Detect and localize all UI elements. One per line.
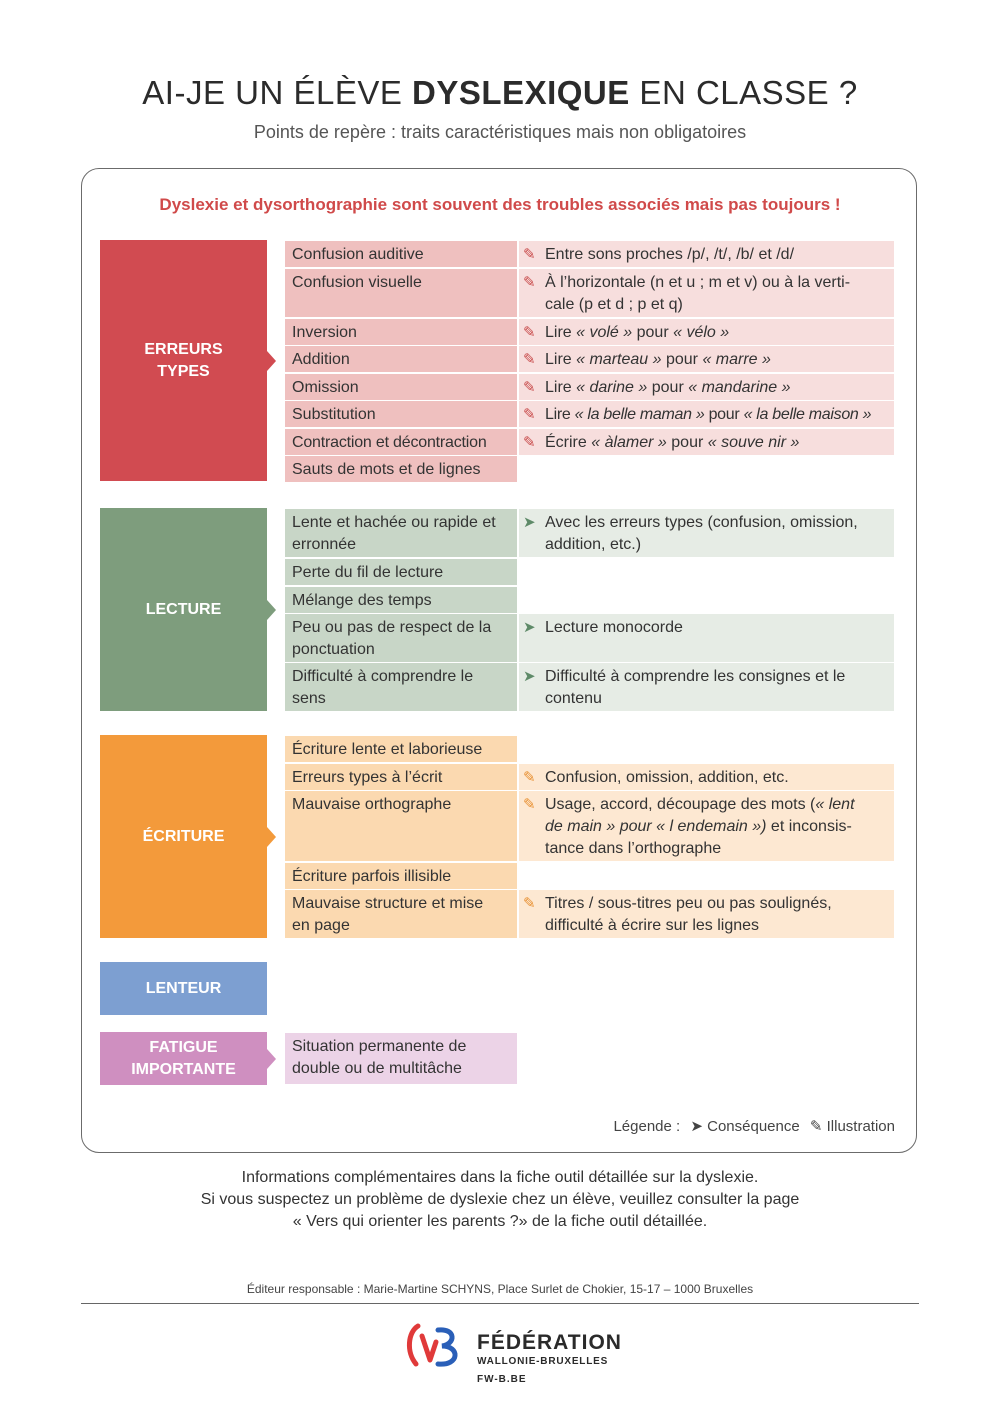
erreurs-row-label: Confusion visuelle (285, 269, 517, 317)
erreurs-row-label: Contraction et décontraction (285, 429, 517, 455)
lecture-row-detail: ➤ Difficulté à comprendre les consignes et le contenu (519, 663, 894, 711)
category-ecriture: ÉCRITURE (100, 735, 267, 938)
pencil-icon: ✎ (523, 769, 536, 786)
pencil-icon: ✎ (523, 324, 536, 341)
pencil-icon: ✎ (523, 796, 536, 813)
erreurs-row-detail: ✎ Entre sons proches /p/, /t/, /b/ et /d/ (519, 241, 894, 267)
fatigue-row-label: Situation permanente de double ou de multitâche (285, 1033, 517, 1084)
ecriture-row-detail: ✎ Titres / sous-titres peu ou pas soulignés, difficulté à écrire sur les lignes (519, 890, 894, 938)
logo-url: FW-B.BE (477, 1374, 527, 1385)
lecture-row-detail: ➤ Avec les erreurs types (confusion, omission, addition, etc.) (519, 509, 894, 557)
pencil-icon: ✎ (523, 246, 536, 263)
erreurs-row-detail: ✎ Lire « la belle maman » pour « la belle maison » (519, 401, 894, 427)
arrow-icon: ➤ (690, 1118, 703, 1135)
editor-line: Éditeur responsable : Marie-Martine SCHYNS, Place Surlet de Chokier, 15-17 – 1000 Bruxelles (246, 1282, 754, 1296)
lecture-row-label: Perte du fil de lecture (285, 559, 517, 585)
legend-label: Légende : (613, 1118, 681, 1135)
ecriture-row-detail: ✎ Confusion, omission, addition, etc. (519, 764, 894, 790)
category-erreurs-types: ERREURS TYPES (100, 240, 267, 481)
erreurs-row-detail: ✎ Lire « darine » pour « mandarine » (519, 374, 894, 400)
footer-divider (81, 1303, 919, 1304)
erreurs-row-detail: ✎ Lire « volé » pour « vélo » (519, 319, 894, 345)
legend-illustration: Illustration (826, 1118, 895, 1135)
logo-name: FÉDÉRATION (477, 1331, 622, 1354)
pencil-icon: ✎ (523, 379, 536, 396)
ecriture-row-label: Erreurs types à l’écrit (285, 764, 517, 790)
pencil-icon: ✎ (523, 406, 536, 423)
ecriture-row-label: Écriture parfois illisible (285, 863, 517, 889)
legend (613, 1117, 895, 1135)
erreurs-row-label: Inversion (285, 319, 517, 345)
category-lenteur: LENTEUR (100, 962, 267, 1015)
category-fatigue: FATIGUE IMPORTANTE (100, 1032, 267, 1085)
page-title: AI-JE UN ÉLÈVE DYSLEXIQUE EN CLASSE ? (142, 74, 858, 111)
page-subtitle: Points de repère : traits caractéristiques mais non obligatoires (253, 122, 747, 142)
arrow-icon: ➤ (523, 514, 536, 531)
pencil-icon: ✎ (809, 1118, 823, 1135)
erreurs-row-detail: ✎ Lire « marteau » pour « marre » (519, 346, 894, 372)
ecriture-row-label: Écriture lente et laborieuse (285, 736, 517, 762)
lecture-row-label: Lente et hachée ou rapide et erronnée (285, 509, 517, 557)
lecture-row-label: Peu ou pas de respect de la ponctuation (285, 614, 517, 662)
legend-consequence: Conséquence (707, 1118, 800, 1135)
lecture-row-label: Difficulté à comprendre le sens (285, 663, 517, 711)
category-lecture: LECTURE (100, 508, 267, 711)
arrow-icon: ➤ (523, 619, 536, 636)
pencil-icon: ✎ (523, 434, 536, 451)
lecture-row-label: Mélange des temps (285, 587, 517, 613)
info-text: Informations complémentaires dans la fiche outil détaillée sur la dyslexie. Si vous suspectez un problème de dyslexie chez un élève, veuillez consulter la page « Vers qui orienter les parents ?» de la fiche outil détaillée. (200, 1169, 800, 1230)
pencil-icon: ✎ (523, 274, 536, 291)
erreurs-row-label: Addition (285, 346, 517, 372)
ecriture-row-label: Mauvaise orthographe (285, 791, 517, 861)
logo-subtitle: WALLONIE-BRUXELLES (477, 1356, 609, 1367)
ecriture-row-label: Mauvaise structure et mise en page (285, 890, 517, 938)
warning-text: Dyslexie et dysorthographie sont souvent des troubles associés mais pas toujours ! (159, 195, 841, 214)
erreurs-row-label: Confusion auditive (285, 241, 517, 267)
ecriture-row-detail: ✎ Usage, accord, découpage des mots (« lent de main » pour « l endemain ») et inconsis- tance dans l’orthographe (519, 791, 894, 861)
arrow-icon: ➤ (523, 668, 536, 685)
erreurs-row-detail: ✎ Écrire « àlamer » pour « souve nir » (519, 429, 894, 455)
erreurs-row-label: Sauts de mots et de lignes (285, 456, 517, 482)
erreurs-row-label: Substitution (285, 401, 517, 427)
lecture-row-detail: ➤ Lecture monocorde (519, 614, 894, 662)
pencil-icon: ✎ (523, 351, 536, 368)
erreurs-row-detail: ✎ À l’horizontale (n et u ; m et v) ou à la verti- cale (p et d ; p et q) (519, 269, 894, 317)
pencil-icon: ✎ (523, 895, 536, 912)
erreurs-row-label: Omission (285, 374, 517, 400)
fwb-logo-icon (404, 1322, 464, 1370)
